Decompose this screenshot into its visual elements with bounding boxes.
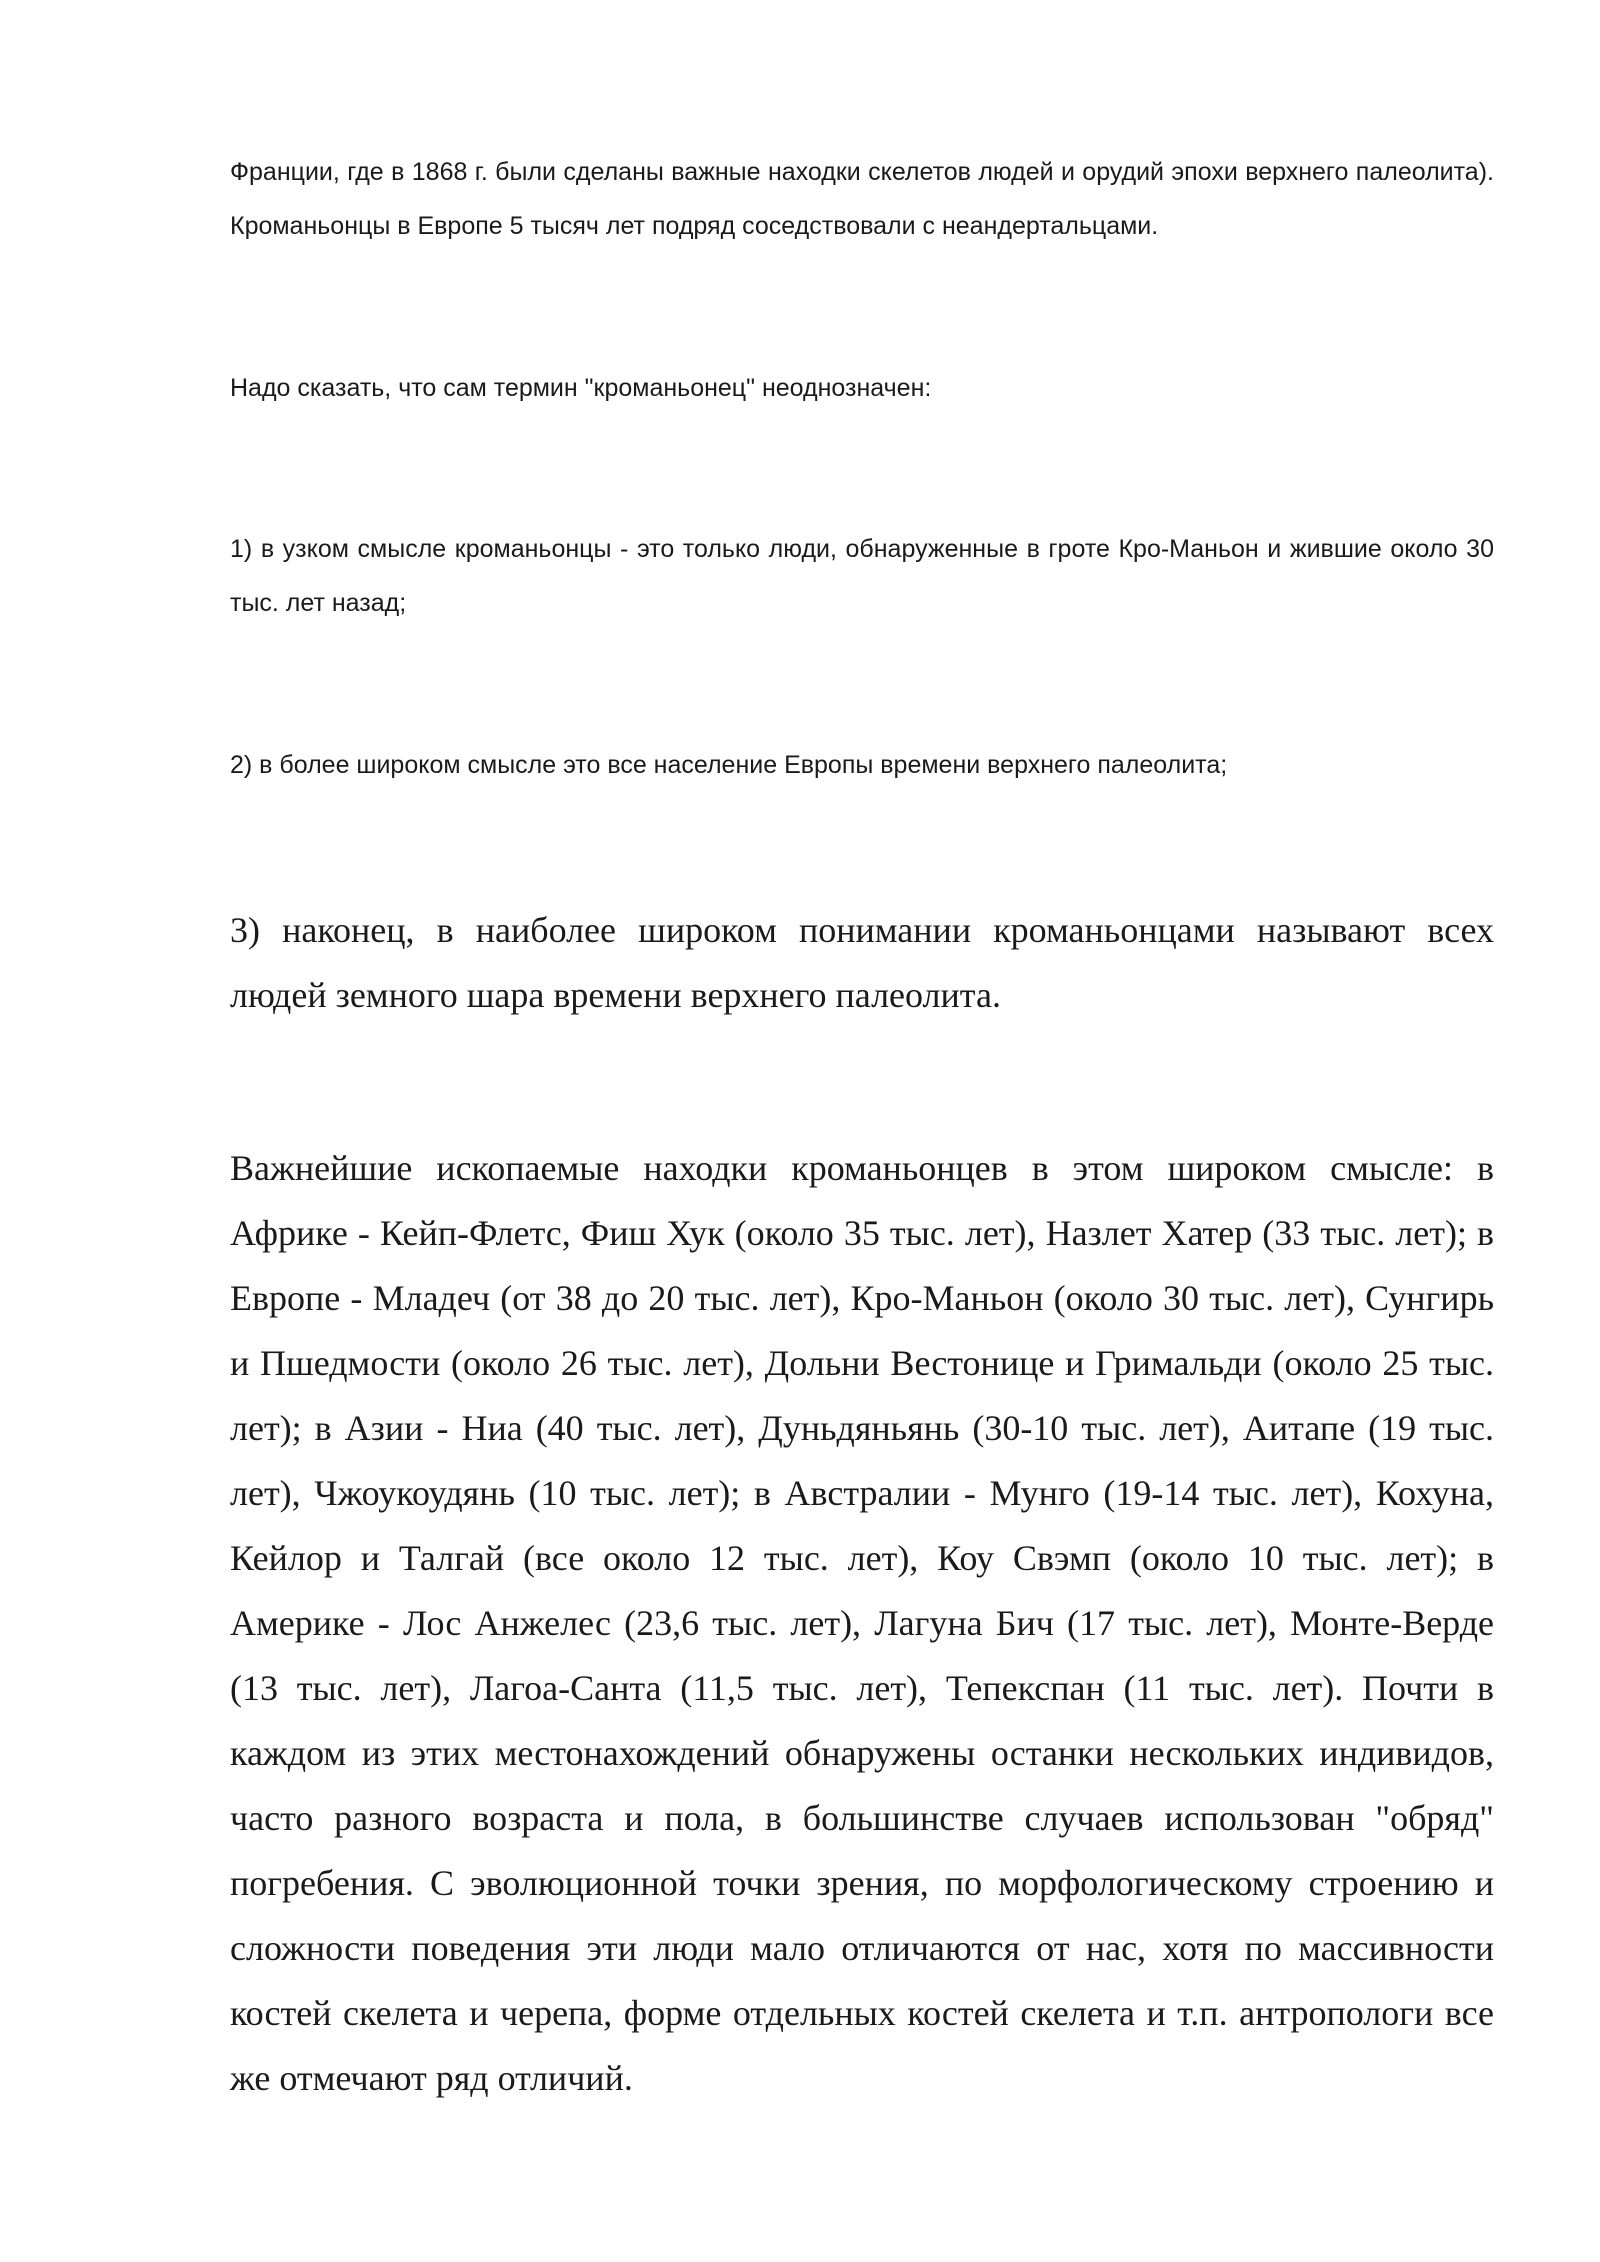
paragraph-term-ambiguity: Надо сказать, что сам термин "кроманьонец" неоднозначен:	[230, 374, 932, 402]
paragraph-cro-magnon-origin: Франции, где в 1868 г. были сделаны важные находки скелетов людей и орудий эпохи верхнего палеолита). Кроманьонцы в Европе 5 тысяч лет подряд соседствовали с неандертальцами.	[230, 158, 1494, 240]
paragraph-broadest-meaning: 3) наконец, в наиболее широком понимании кроманьонцами называют всех людей земного шара времени верхнего палеолита.	[230, 910, 1494, 1015]
paragraph-broader-meaning: 2) в более широком смысле это все население Европы времени верхнего палеолита;	[230, 751, 1228, 779]
paragraph-narrow-meaning: 1) в узком смысле кроманьонцы - это только люди, обнаруженные в гроте Кро-Маньон и жившие около 30 тыс. лет назад;	[230, 535, 1494, 617]
paragraph-fossil-finds: Важнейшие ископаемые находки кроманьонцев в этом широком смысле: в Африке - Кейп-Флетс, Фиш Хук (около 35 тыс. лет), Назлет Хатер (33 тыс. лет); в Европе - Младеч (от 38 до 20 тыс. лет), Кро-Маньон (около 30 тыс. лет), Сунгирь и Пшедмости (около 26 тыс. лет), Дольни Вестонице и Гримальди (около 25 тыс. лет); в Азии - Ниа (40 тыс. лет), Дуньдяньянь (30-10 тыс. лет), Аитапе (19 тыс. лет), Чжоукоудянь (10 тыс. лет); в Австралии - Мунго (19-14 тыс. лет), Кохуна, Кейлор и Талгай (все около 12 тыс. лет), Коу Свэмп (около 10 тыс. лет); в Америке - Лос Анжелес (23,6 тыс. лет), Лагуна Бич (17 тыс. лет), Монте-Верде (13 тыс. лет), Лагоа-Санта (11,5 тыс. лет), Тепекспан (11 тыс. лет). Почти в каждом из этих местонахождений обнаружены останки нескольких индивидов, часто разного возраста и пола, в большинстве случаев использован "обряд" погребения. С эволюционной точки зрения, по морфологическому строению и сложности поведения эти люди мало отличаются от нас, хотя по массивности костей скелета и черепа, форме отдельных костей скелета и т.п. антропологи все же отмечают ряд отличий.	[230, 1148, 1494, 2098]
